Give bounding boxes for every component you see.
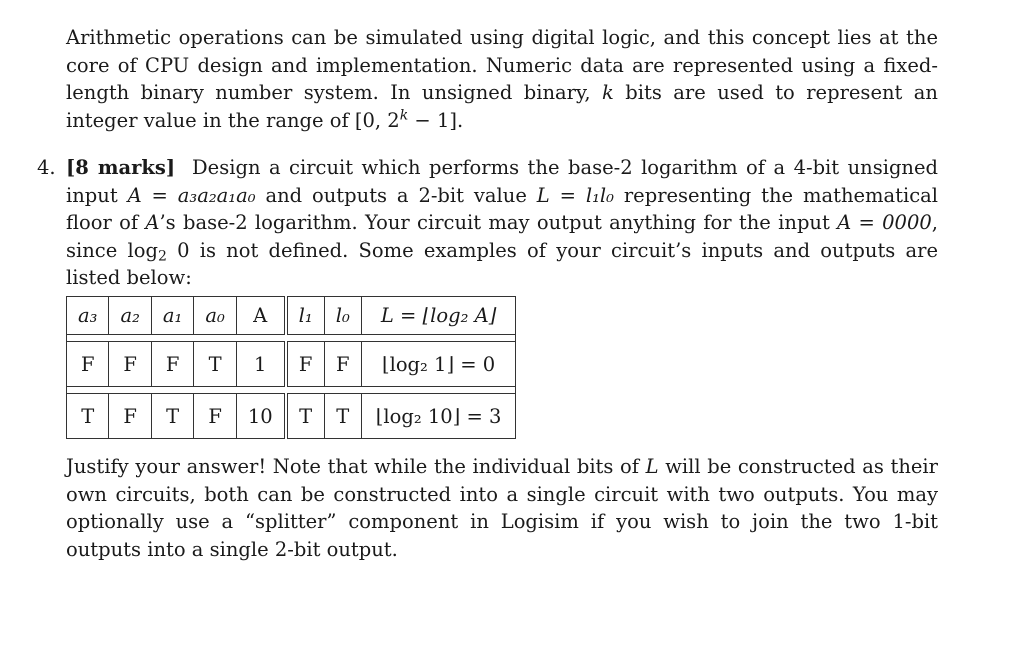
intro-text-2: bits are used to represent an integer value in the range of [0, 2 xyxy=(66,81,938,132)
equation-output-l: L = l₁l₀ xyxy=(536,183,614,207)
var-l: L xyxy=(645,455,659,478)
table-cell: F xyxy=(286,342,325,387)
table-row xyxy=(67,394,516,439)
question-marks: [8 marks] xyxy=(66,156,176,179)
table-cell: F xyxy=(109,394,151,439)
table-cell: F xyxy=(324,342,361,387)
header-a2: a₂ xyxy=(109,297,151,335)
examples-table xyxy=(66,296,516,439)
table-cell: T xyxy=(151,394,193,439)
closing-text-1: Justify your answer! Note that while the individual bits of xyxy=(66,455,646,478)
intro-text-3: − 1]. xyxy=(408,108,464,132)
table-header-row xyxy=(67,297,516,335)
question-text-2: and outputs a 2-bit value xyxy=(255,183,537,207)
equation-input-a: A = a₃a₂a₁a₀ xyxy=(127,183,256,207)
table-cell: 1 xyxy=(236,342,285,387)
intro-paragraph xyxy=(66,24,938,134)
table-cell: T xyxy=(324,394,361,439)
table-cell: 10 xyxy=(236,394,285,439)
table-cell: F xyxy=(194,394,236,439)
log-subscript: 2 xyxy=(157,248,167,265)
table-cell: F xyxy=(151,342,193,387)
header-L: L = ⌊log₂ A⌋ xyxy=(361,297,516,335)
table-separator xyxy=(67,387,516,394)
closing-text-2: will be constructed as their own circuits, both can be constructed into a single circuit with two outputs. You may optionally use a “splitter” component in Logisim if you wish to join the two 1-bit outputs into a single 2-bit output. xyxy=(66,455,938,561)
header-a0: a₀ xyxy=(194,297,236,335)
exponent-k: k xyxy=(399,107,409,124)
header-l0: l₀ xyxy=(324,297,361,335)
header-l1: l₁ xyxy=(286,297,325,335)
var-a: A xyxy=(145,211,160,235)
table-row xyxy=(67,342,516,387)
question-text-4: ’s base-2 logarithm. Your circuit may output anything for the input xyxy=(159,211,838,235)
header-a1: a₁ xyxy=(151,297,193,335)
question-text-5: , since log xyxy=(66,211,938,262)
table-cell: ⌊log₂ 10⌋ = 3 xyxy=(361,394,516,439)
question-text-6: 0 is not defined. Some examples of your circuit’s inputs and outputs are listed below: xyxy=(66,238,938,290)
closing-paragraph xyxy=(66,453,938,563)
header-A: A xyxy=(236,297,285,335)
table-cell: T xyxy=(194,342,236,387)
header-a3: a₃ xyxy=(67,297,109,335)
table-cell: T xyxy=(286,394,325,439)
table-cell: T xyxy=(67,394,109,439)
intro-text-1: Arithmetic operations can be simulated using digital logic, and this concept lies at the core of CPU design and implementation. Numeric data are represented using a fixed-length binary number system. In unsigned binary, xyxy=(66,26,938,105)
question-text-3: representing the mathematical floor of xyxy=(66,183,939,235)
var-k: k xyxy=(602,81,614,105)
question-text-1: Design a circuit which performs the base-2 logarithm of a 4-bit unsigned input xyxy=(66,156,939,207)
table-cell: F xyxy=(109,342,151,387)
table-cell: F xyxy=(67,342,109,387)
table-separator xyxy=(67,335,516,342)
question-number: 4. xyxy=(37,156,56,179)
table-cell: ⌊log₂ 1⌋ = 0 xyxy=(361,342,516,387)
equation-a-zero: A = 0000 xyxy=(837,211,932,235)
question-paragraph xyxy=(66,154,938,292)
